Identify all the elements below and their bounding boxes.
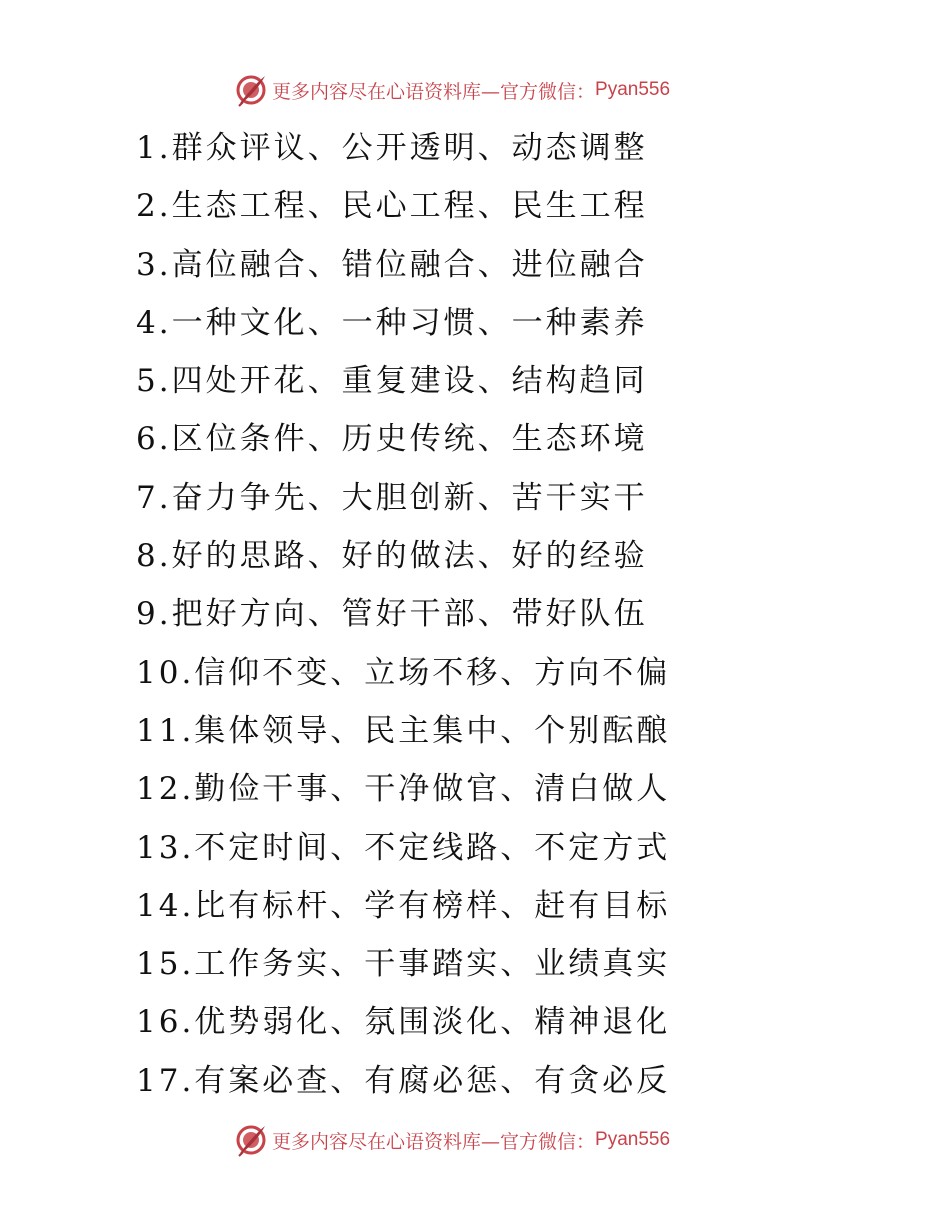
list-item: 3.高位融合、错位融合、进位融合	[136, 246, 648, 283]
list-item: 4.一种文化、一种习惯、一种素养	[136, 304, 648, 341]
header-wechat-id: Pyan556	[595, 79, 671, 100]
list-item: 12.勤俭干事、干净做官、清白做人	[136, 771, 671, 808]
list-item: 16.优势弱化、氛围淡化、精神退化	[136, 1004, 671, 1041]
list-item: 17.有案必查、有腐必惩、有贪必反	[136, 1062, 671, 1099]
list-item: 10.信仰不变、立场不移、方向不偏	[136, 654, 671, 691]
list-item: 9.把好方向、管好干部、带好队伍	[136, 596, 648, 633]
quill-logo-icon	[234, 73, 268, 107]
list-item: 6.区位条件、历史传统、生态环境	[136, 421, 648, 458]
list-item: 8.好的思路、好的做法、好的经验	[136, 538, 648, 575]
footer-banner	[234, 1122, 734, 1158]
footer-wechat-id: Pyan556	[595, 1129, 671, 1150]
list-item: 7.奋力争先、大胆创新、苦干实干	[136, 479, 648, 516]
header-banner-text: 更多内容尽在心语资料库—官方微信：	[272, 80, 596, 103]
quill-logo-icon	[234, 1123, 268, 1157]
footer-banner-text: 更多内容尽在心语资料库—官方微信：	[272, 1130, 596, 1153]
list-item: 15.工作务实、干事踏实、业绩真实	[136, 946, 671, 983]
header-banner	[234, 72, 734, 108]
list-item: 2.生态工程、民心工程、民生工程	[136, 188, 648, 225]
list-item: 11.集体领导、民主集中、个别酝酿	[136, 712, 671, 749]
list-item: 13.不定时间、不定线路、不定方式	[136, 829, 671, 866]
phrase-list	[136, 119, 670, 1110]
list-item: 1.群众评议、公开透明、动态调整	[136, 130, 648, 166]
list-item: 14.比有标杆、学有榜样、赶有目标	[136, 887, 671, 924]
list-item: 5.四处开花、重复建设、结构趋同	[136, 363, 648, 400]
